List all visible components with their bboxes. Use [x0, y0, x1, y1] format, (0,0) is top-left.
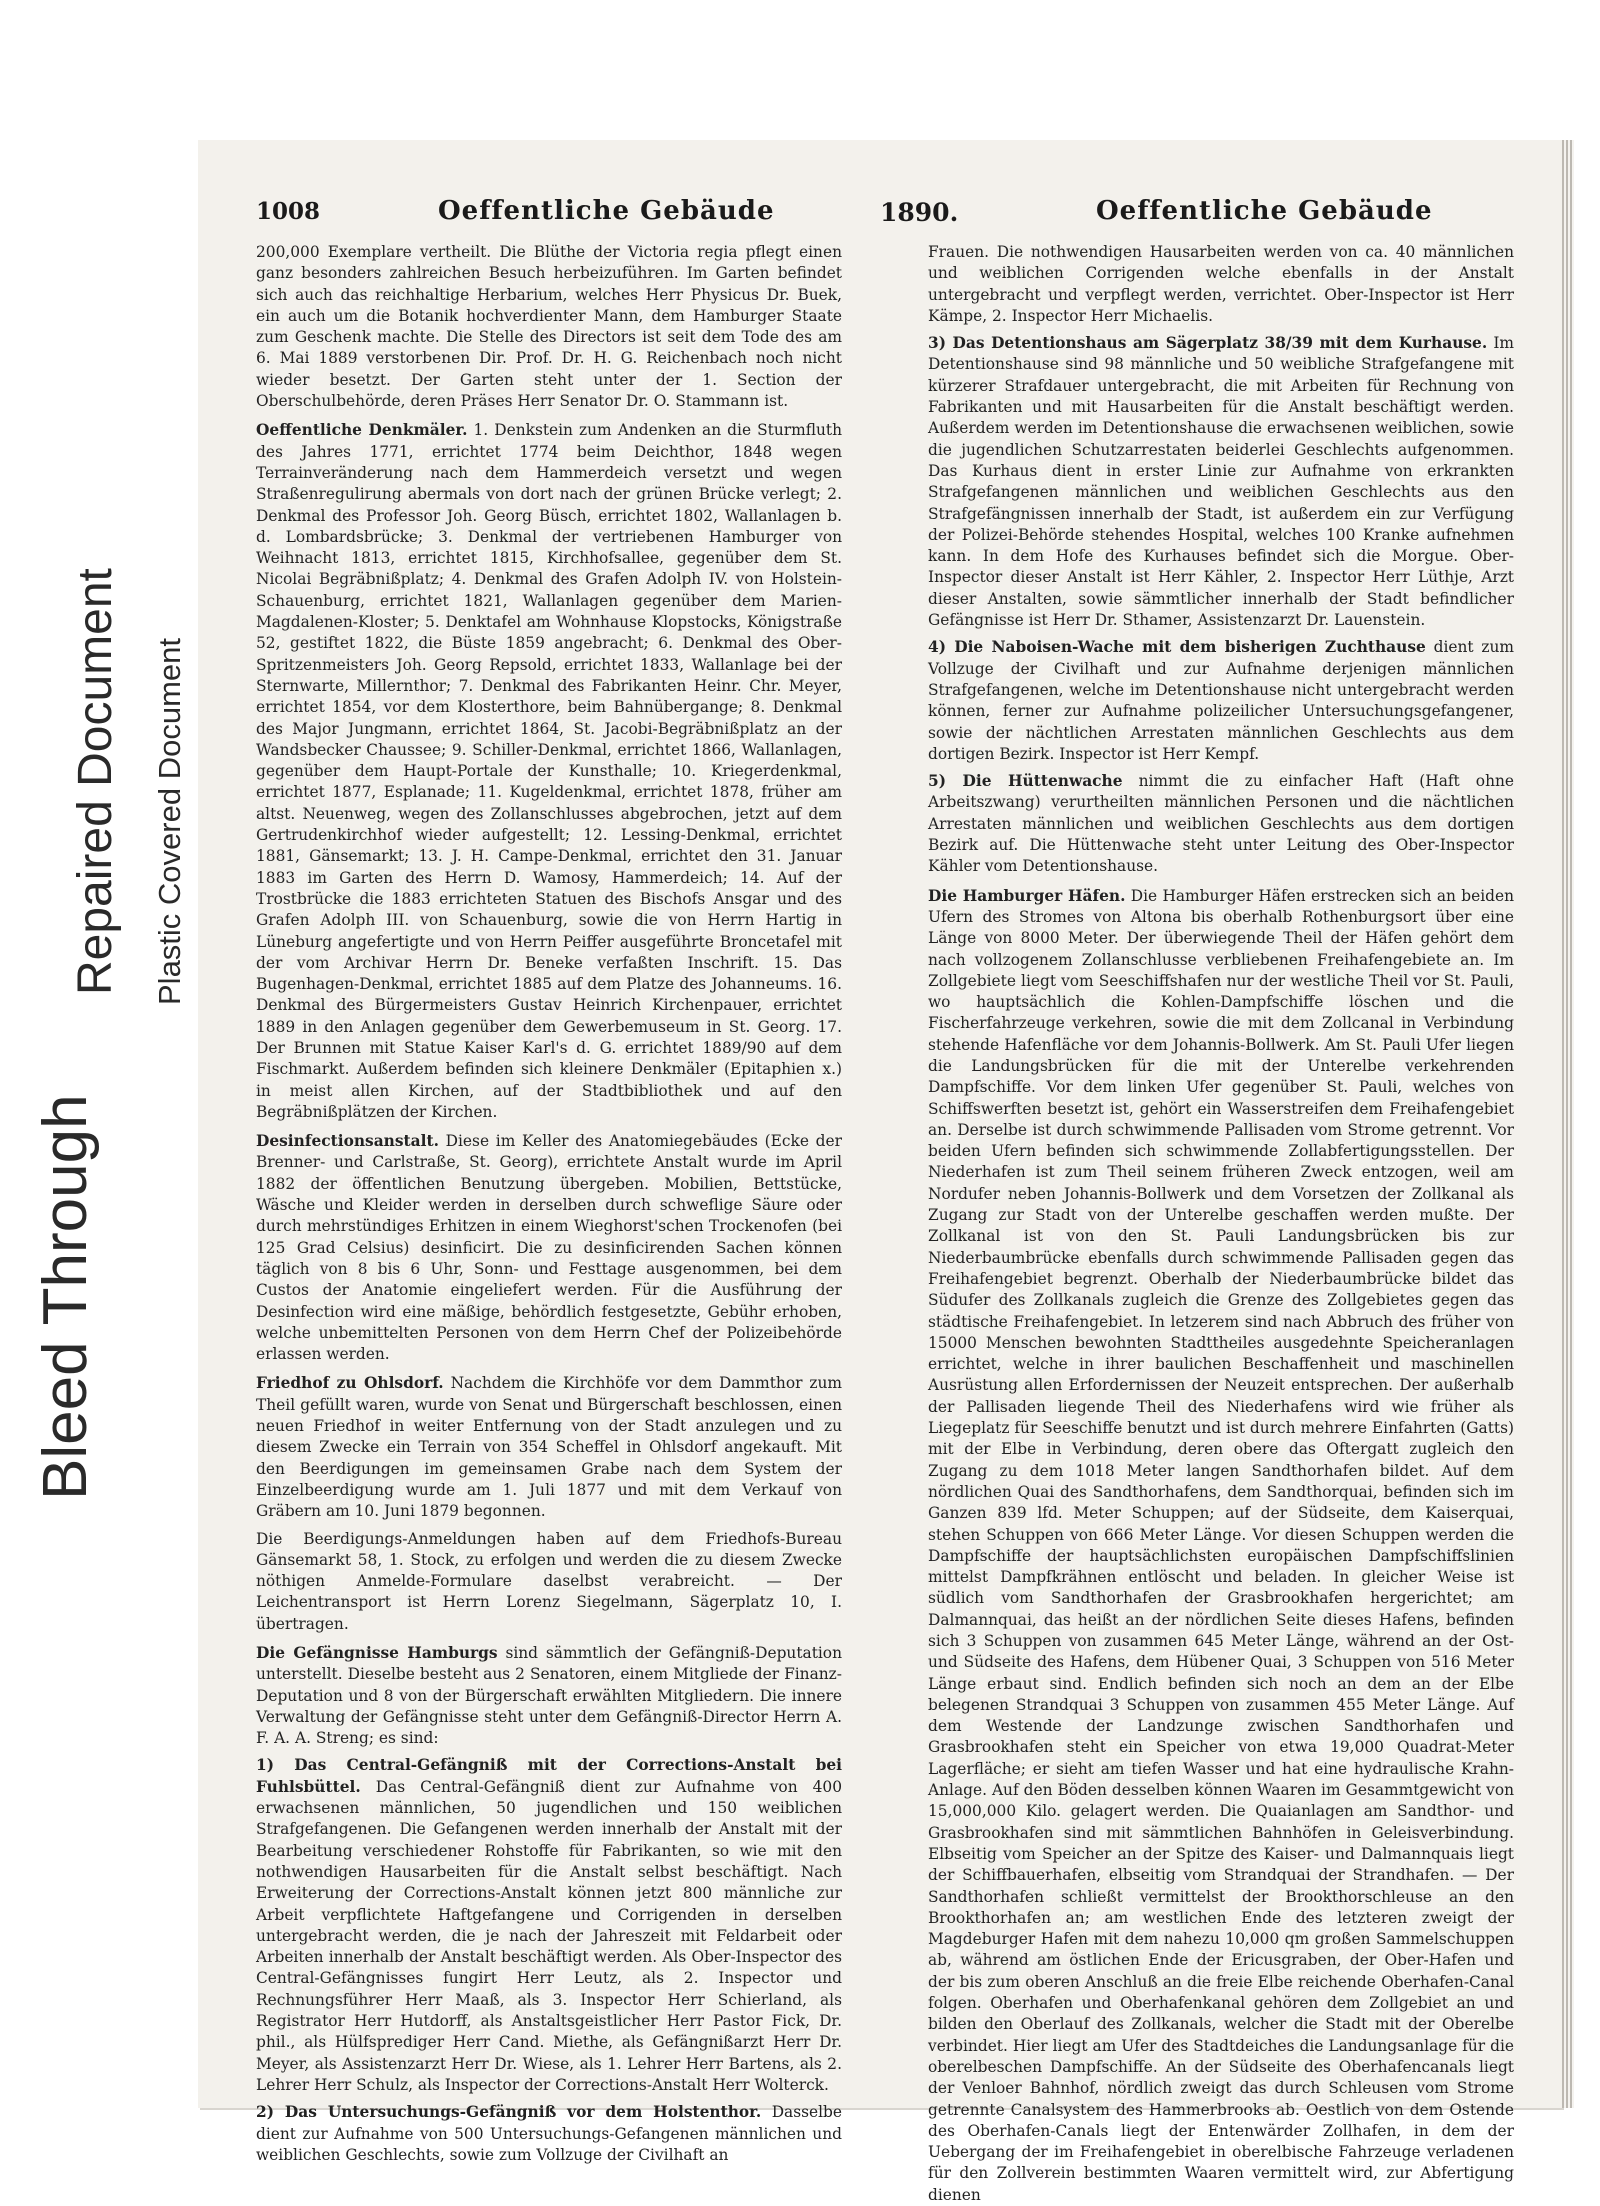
page-edge: [1562, 140, 1574, 2108]
page-header: [198, 198, 1562, 238]
paragraph: [256, 420, 842, 1123]
paragraph-text: Die Hamburger Häfen erstrecken sich an beiden Ufern des Stromes von Altona bis oberhalb Rothenburgsort über eine Länge von 8000 Meter. Der überwiegende Theil der Häfen gehört dem nach vollzogenem Zollanschlusse verbliebenen Freihafengebiete an. Im Zollgebiete liegt vom Seeschiffshafen nur der westliche Theil vor St. Pauli, wo hauptsächlich die Kohlen-Dampfschiffe löschen und die Fischerfahrzeuge verkehren, sowie die mit dem Zollcanal in Verbindung stehende Hafenfläche vor dem Johannis-Bollwerk. Am St. Pauli Ufer liegen die Landungsbrücken für die mit der Unterelbe verkehrenden Dampfschiffe. Vor dem linken Ufer gegenüber St. Pauli, welches von Schiffswerften besetzt ist, gehört ein Wasserstreifen dem Freihafengebiet an. Derselbe ist durch schwimmende Pallisaden vom Strome getrennt. Vor beiden Ufern befinden sich schwimmende Zollabfertigungsstellen. Der Niederhafen ist zum Theil seinem früheren Zweck entzogen, weil am Nordufer neben Johannis-Bollwerk und dem Vorsetzen der Zollkanal als Zugang zur Stadt von der Unterelbe geschaffen werden mußte. Der Zollkanal ist von den St. Pauli Landungsbrücken bis zur Niederbaumbrücke ebenfalls durch schwimmende Pallisaden gegen das Freihafengebiet begrenzt. Oberhalb der Niederbaumbrücke bildet das Südufer des Zollkanals zugleich die Grenze des Zollgebietes gegen das städtische Freihafengebiet. In letzerem sind nach Abbruch des früher von 15000 Menschen bewohnten Stadttheiles ausgedehnte Speicheranlagen errichtet, welche in ihrer baulichen Beschaffenheit und maschinellen Ausrüstung allen Erfordernissen der Neuzeit entsprechen. Der außerhalb der Pallisaden liegende Theil des Niederhafens wird wie früher als Liegeplatz für Seeschiffe benutzt und ist durch mehrere Einfahrten (Gatts) mit der Elbe in Verbindung, deren obere das Oftergatt zugleich den Zugang zu dem 1018 Meter langen Sandthorhafen bildet. Auf dem nördlichen Quai des Sandthorhafens, dem Sandthorquai, befinden sich im Ganzen 839 lfd. Meter Schuppen; auf der Südseite, dem Kaiserquai, stehen Schuppen von 666 Meter Länge. Vor diesen Schuppen werden die Dampfschiffe der hauptsächlichsten europäischen Dampfschiffslinien mittelst Dampfkrähnen entlöscht und beladen. In gleicher Weise ist südlich vom Sandthorhafen der Grasbrookhafen hergerichtet; am Dalmannquai, das heißt an der nördlichen Seite dieses Hafens, befinden sich 3 Schuppen von zusammen 645 Meter Länge, während an der Ost- und Südseite des Hafens, dem Hübener Quai, 3 Schuppen von 516 Meter Länge erbaut sind. Endlich befinden sich noch an dem an der Elbe belegenen Strandquai 3 Schuppen von zusammen 455 Meter Länge. Auf dem Westende der Landzunge zwischen Sandthorhafen und Grasbrookhafen steht ein Speicher von etwa 19,000 Quadrat-Meter Lagerfläche; er sieht am tiefen Wasser und hat eine hydraulische Krahn-Anlage. Auf den Böden desselben können Waaren im Gesammtgewicht von 15,000,000 Kilo. gelagert werden. Die Quaianlagen am Sandthor- und Grasbrookhafen sind mit sämmtlichen Bahnhöfen in Geleisverbindung. Elbseitig vom Speicher an der Spitze des Kaiser- und Dalmannquais liegt der Schiffbauerhafen, elbseitig vom Strandquai der Strandhafen. — Der Sandthorhafen schließt vermittelst der Brookthorschleuse an den Brookthorhafen an; am westlichen Ende des letzteren zweigt der Magdeburger Hafen mit dem nahezu 10,000 qm großen Sammelschuppen ab, während am östlichen Ende der Ericusgraben, der Ober-Hafen und der bis zum oberen Anschluß an die freie Elbe reichende Oberhafen-Canal folgen. Oberhafen und Oberhafenkanal gehören dem Zollgebiet an und bilden den Oberlauf des Zollkanals, welcher die Stadt mit der Oberelbe verbindet. Hier liegt am Ufer des Stadtdeiches die Landungsanlage für die oberelbeschen Dampfschiffe. An der Südseite des Oberhafencanals liegt der Venloer Bahnhof, nördlich zweigt das durch Schleusen vom Strome getrennte Canalsystem des Hammerbrooks ab. Oestlich von dem Ostende des Oberhafen-Canals liegt der Entenwärder Zollhafen, in dem der Uebergang der im Freihafengebiet in oberelbische Fahrzeuge verladenen für den Zollverein bestimmten Waaren vermittelt wird, zur Abfertigung dienen: [928, 886, 1515, 2204]
paragraph: [256, 1131, 842, 1365]
repaired-document-label: Repaired Document: [69, 568, 122, 995]
section-title: Desinfectionsanstalt.: [256, 1132, 439, 1151]
paragraph-text: nimmt die zu einfacher Haft (Haft ohne Arbeitszwang) verurtheilten männlichen Personen und die nächtlichen Arrestaten männlichen und weiblichen Geschlechts aus dem dortigen Bezirk auf. Die Hüttenwache steht unter Leitung des Ober-Inspector Kähler vom Detentionshause.: [928, 772, 1514, 876]
paragraph: [256, 2102, 842, 2166]
paragraph-text: Nachdem die Kirchhöfe vor dem Dammthor zum Theil gefüllt waren, wurde von Senat und Bürgerschaft beschlossen, einen neuen Friedhof in weiter Entfernung von der Stadt anzulegen und zu diesem Zwecke ein Terrain von 354 Scheffel in Ohlsdorf angekauft. Mit den Beerdigungen im gemeinsamen Grabe nach dem System der Einzelbeerdigung wurde am 1. Juli 1877 und mit dem Verkauf von Gräbern am 10. Juni 1879 begonnen.: [256, 1374, 842, 1521]
paragraph-text: Diese im Keller des Anatomiegebäudes (Ecke der Brenner- und Carlstraße, St. Georg), errichtete Anstalt wurde im April 1882 der öffentlichen Benutzung übergeben. Mobilien, Bettstücke, Wäsche und Kleider werden in derselben durch schweflige Säure oder durch mehrstündiges Erhitzen in einem Wieghorst'schen Trockenofen (bei 125 Grad Celsius) desinficirt. Die zu desinficirenden Sachen können täglich von 8 bis 6 Uhr, Sonn- und Festtage ausgenommen, bei dem Custos der Anatomie eingeliefert werden. Für die Ausführung der Desinfection wird eine mäßige, behördlich festgesetzte, Gebühr erhoben, welche unbemittelten Personen von dem Herrn Chef der Polizeibehörde erlassen werden.: [256, 1132, 842, 1364]
subsection-heading: 5) Die Hüttenwache: [928, 772, 1123, 791]
paragraph: [256, 242, 842, 412]
page-year: 1890.: [880, 198, 959, 227]
paragraph-text: 1. Denkstein zum Andenken an die Sturmfluth des Jahres 1771, errichtet 1774 beim Deichthor, 1848 wegen Terrainveränderung nach dem Hammerdeich versetzt und wegen Straßenregulirung abermals von dort nach der grünen Brücke verlegt; 2. Denkmal des Professor Joh. Georg Büsch, errichtet 1802, Wallanlagen b. d. Lombardsbrücke; 3. Denkmal der vertriebenen Hamburger von Weihnacht 1813, errichtet 1815, Kirchhofsallee, gegenüber dem St. Nicolai Begräbnißplatz; 4. Denkmal des Grafen Adolph IV. von Holstein-Schauenburg, errichtet 1821, Wallanlagen gegenüber dem Marien-Magdalenen-Kloster; 5. Denktafel am Wohnhause Klopstocks, Königstraße 52, gestiftet 1822, die Büste 1859 angebracht; 6. Denkmal des Ober-Spritzenmeisters Joh. Georg Repsold, errichtet 1833, Wallanlage bei der Sternwarte, Millernthor; 7. Denkmal des Fabrikanten Heinr. Chr. Meyer, errichtet 1854, vor dem Klosterthore, beim Bahnübergange; 8. Denkmal des Major Jungmann, errichtet 1864, St. Jacobi-Begräbnißplatz an der Wandsbecker Chaussee; 9. Schiller-Denkmal, errichtet 1866, Wallanlagen, gegenüber dem Haupt-Portale der Kunsthalle; 10. Kriegerdenkmal, errichtet 1877, Esplanade; 11. Kugeldenkmal, errichtet 1878, früher am altst. Neuenweg, wegen des Zollanschlusses abgebrochen, jetzt auf dem Gertrudenkirchhof wieder aufgestellt; 12. Lessing-Denkmal, errichtet 1881, Gänsemarkt; 13. J. H. Campe-Denkmal, errichtet den 31. Januar 1883 im Garten des Herrn D. Wamosy, Hammerdeich; 14. Auf der Trostbrücke die 1883 errichteten Statuen des Bischofs Ansgar und des Grafen Adolph III. von Schauenburg, sowie die von Herrn Hartig in Lüneburg angefertigte und von Herrn Peiffer ausgeführte Broncetafel mit der vom Archivar Herrn Dr. Beneke verfaßten Inschrift. 15. Das Bugenhagen-Denkmal, errichtet 1885 auf dem Platze des Johanneums. 16. Denkmal des Bürgermeisters Gustav Heinrich Kirchenpauer, errichtet 1889 in den Anlagen gegenüber dem Gewerbemuseum in St. Georg. 17. Der Brunnen mit Statue Kaiser Karl's d. G. errichtet 1889/90 auf dem Fischmarkt. Außerdem befinden sich kleinere Denkmäler (Epitaphien x.) in meist allen Kirchen, auf der Stadtbibliothek und auf den Begräbnißplätzen der Kirchen.: [256, 421, 842, 1121]
section-title: Die Gefängnisse Hamburgs: [256, 1644, 498, 1662]
paragraph-text: Frauen. Die nothwendigen Hausarbeiten werden von ca. 40 männlichen und weiblichen Corrigenden welche ebenfalls in der Anstalt untergebracht und verpflegt werden, verrichtet. Ober-Inspector ist Herr Kämpe, 2. Inspector Herr Michaelis.: [928, 243, 1514, 325]
paragraph: [928, 771, 1514, 877]
subsection-heading: 3) Das Detentionshaus am Sägerplatz 38/39 mit dem Kurhause.: [928, 334, 1488, 353]
paragraph-text: 200,000 Exemplare vertheilt. Die Blüthe der Victoria regia pflegt einen ganz besonders zahlreichen Besuch herbeizuführen. Im Garten befindet sich auch das reichhaltige Herbarium, welches Herr Physicus Dr. Buek, ein auch um die Botanik hochverdienter Mann, dem Hamburger Staate zum Geschenk machte. Die Stelle des Directors ist seit dem Tode des am 6. Mai 1889 verstorbenen Dir. Prof. Dr. H. G. Reichenbach noch nicht wieder besetzt. Der Garten steht unter der 1. Section der Oberschulbehörde, deren Präses Herr Senator Dr. O. Stammann ist.: [256, 243, 842, 411]
paragraph: [256, 1529, 842, 1635]
paragraph: [928, 333, 1514, 631]
section-title: Oeffentliche Denkmäler.: [256, 421, 468, 440]
paragraph: [928, 242, 1514, 327]
paragraph: [256, 1755, 842, 2096]
left-text-column: [256, 242, 842, 2164]
paragraph-text: Dasselbe dient zur Aufnahme von 500 Untersuchungs-Gefangenen männlichen und weiblichen Geschlechts, sowie zum Vollzuge der Civilhaft an: [256, 2103, 842, 2164]
bleed-through-label: Bleed Through: [31, 1094, 100, 1500]
subsection-heading: 1) Das Central-Gefängniß mit der Corrections-Anstalt bei Fuhlsbüttel.: [256, 1756, 842, 1796]
paragraph-text: sind sämmtlich der Gefängniß-Deputation unterstellt. Dieselbe besteht aus 2 Senatoren, einem Mitgliede der Finanz-Deputation und 8 von der Bürgerschaft erwählten Mitgliedern. Die innere Verwaltung der Gefängnisse steht unter dem Gefängniß-Director Herrn A. F. A. A. Streng; es sind:: [256, 1644, 842, 1748]
paragraph: [256, 1643, 842, 1749]
document-condition-labels: [0, 0, 210, 2177]
running-title-right: Oeffentliche Gebäude: [1096, 196, 1433, 226]
subsection-heading: 2) Das Untersuchungs-Gefängniß vor dem Holstenthor.: [256, 2103, 762, 2122]
paragraph-text: Im Detentionshause sind 98 männliche und 50 weibliche Strafgefangene mit kürzerer Strafdauer untergebracht, die mit Arbeiten für Rechnung von Fabrikanten und mit Hausarbeiten für die Anstalt beschäftigt werden. Außerdem werden im Detentionshause die erwachsenen weiblichen, sowie die jugendlichen Schutzarrestaten beiderlei Geschlechts aufgenommen. Das Kurhaus dient in erster Linie zur Aufnahme von erkrankten Strafgefangenen männlichen und weiblichen Geschlechts aus den Strafgefängnissen innerhalb der Stadt, ist außerdem ein zur Verfügung der Polizei-Behörde stehendes Hospital, welches 100 Kranke aufnehmen kann. In dem Hofe des Kurhauses befindet sich die Morgue. Ober-Inspector dieser Anstalt ist Herr Kähler, 2. Inspector Herr Lüthje, Arzt dieser Anstalten, sowie sämmtlicher innerhalb der Stadt befindlicher Gefängnisse ist Herr Dr. Sthamer, Assistenzarzt Dr. Lauenstein.: [928, 334, 1514, 630]
subsection-heading: 4) Die Naboisen-Wache mit dem bisherigen Zuchthause: [928, 638, 1426, 657]
paragraph: [928, 886, 1514, 2206]
running-title-left: Oeffentliche Gebäude: [438, 196, 775, 226]
page-number: 1008: [256, 198, 321, 225]
section-title: Die Hamburger Häfen.: [928, 886, 1126, 905]
paragraph-text: dient zum Vollzuge der Civilhaft und zur Aufnahme derjenigen männlichen Strafgefangenen, welche im Detentionshause nicht untergebracht werden können, ferner zur Aufnahme polizeilicher Untersuchungsgefangener, sowie der nächtlichen Arrestaten männlichen Geschlechts aus dem dortigen Bezirk. Inspector ist Herr Kempf.: [928, 638, 1514, 763]
right-text-column: [928, 242, 1515, 2204]
paragraph-text: Das Central-Gefängniß dient zur Aufnahme von 400 erwachsenen männlichen, 50 jugendlichen und 150 weiblichen Strafgefangenen. Die Gefangenen werden innerhalb der Anstalt mit der Bearbeitung verschiedener Rohstoffe für Fabrikanten, so wie mit den nothwendigen Hausarbeiten für die Anstalt selbst beschäftigt. Nach Erweiterung der Corrections-Anstalt können jetzt 800 männliche zur Arbeit verpflichtete Haftgefangene und Corrigenden in derselben untergebracht werden, die je nach der Jahreszeit mit Feldarbeit oder Arbeiten innerhalb der Anstalt beschäftigt werden. Als Ober-Inspector des Central-Gefängnisses fungirt Herr Leutz, als 2. Inspector und Rechnungsführer Herr Maaß, als 3. Inspector Herr Schierland, als Registrator Herr Hutdorff, als Anstaltsgeistlicher Herr Pastor Fick, Dr. phil., als Hülfsprediger Herr Cand. Miethe, als Gefängnißarzt Herr Dr. Meyer, als Assistenzarzt Herr Dr. Wiese, als 1. Lehrer Herr Bartens, als 2. Lehrer Herr Schulz, als Inspector der Corrections-Anstalt Herr Wolterck.: [256, 1777, 842, 2094]
plastic-covered-label: Plastic Covered Document: [152, 638, 187, 1005]
scanned-page: [198, 140, 1562, 2204]
paragraph: [928, 637, 1514, 765]
paragraph: [256, 1373, 842, 1522]
paragraph-text: Die Beerdigungs-Anmeldungen haben auf dem Friedhofs-Bureau Gänsemarkt 58, 1. Stock, zu erfolgen und werden die zu diesem Zwecke nöthigen Anmelde-Formulare daselbst verabreicht. — Der Leichentransport ist Herrn Lorenz Siegelmann, Sägerplatz 10, I. übertragen.: [256, 1529, 842, 1633]
section-title: Friedhof zu Ohlsdorf.: [256, 1374, 444, 1393]
